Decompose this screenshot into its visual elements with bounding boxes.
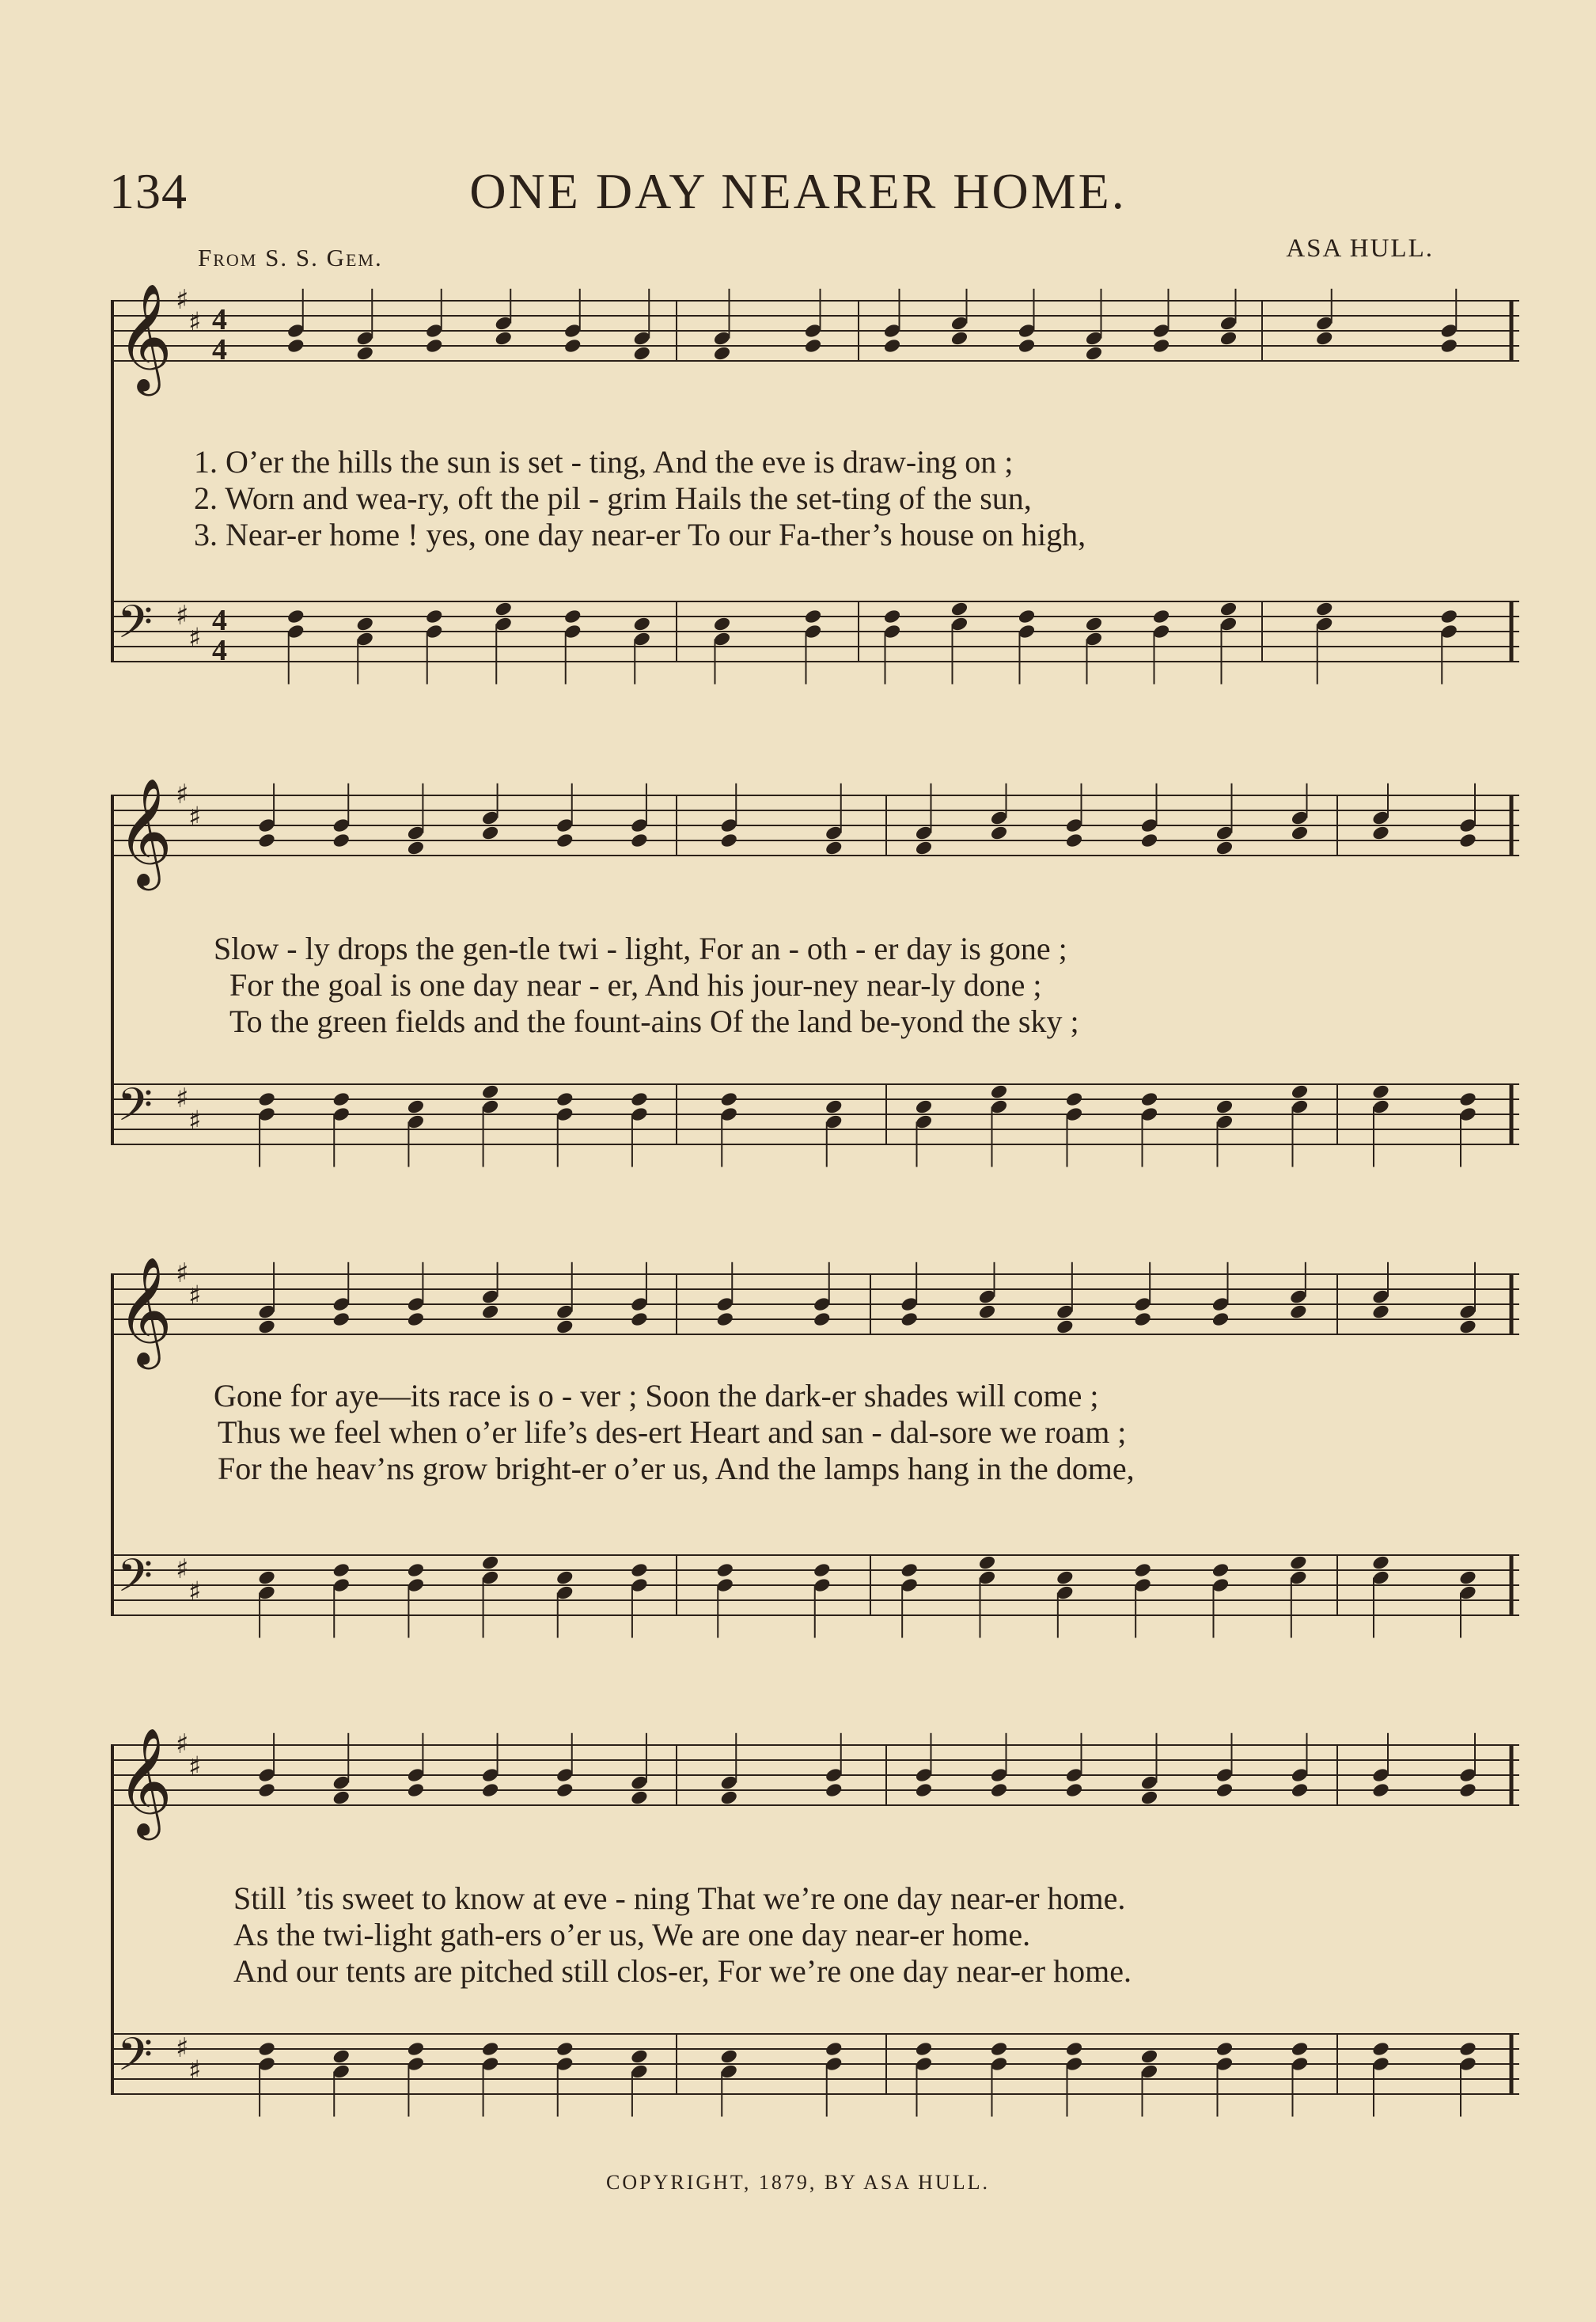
- sharp-icon: ♯: [176, 780, 189, 810]
- lyric-line: For the heav’ns grow bright-er o’er us, And the lamps hang in the dome,: [218, 1451, 1135, 1486]
- time-signature: 4: [212, 634, 227, 668]
- bass-clef-icon: 𝄢: [117, 1549, 154, 1614]
- notehead: [332, 1789, 351, 1806]
- notehead: [1289, 1303, 1308, 1320]
- notehead: [813, 1561, 832, 1578]
- notehead: [989, 1083, 1008, 1100]
- notehead: [1371, 1083, 1390, 1100]
- bass-clef-icon: 𝄢: [117, 595, 154, 660]
- notehead: [1458, 832, 1477, 848]
- notehead: [914, 1781, 933, 1798]
- notehead: [406, 2040, 425, 2057]
- sharp-icon: ♯: [188, 1280, 202, 1312]
- sharp-icon: ♯: [176, 600, 189, 632]
- notehead: [719, 1091, 738, 1107]
- notehead: [406, 1098, 425, 1115]
- notehead: [719, 2048, 738, 2065]
- notehead: [630, 832, 649, 848]
- notehead: [1084, 616, 1103, 632]
- bass-clef-icon: 𝄢: [117, 2028, 154, 2092]
- sharp-icon: ♯: [176, 1729, 189, 1760]
- notehead: [425, 337, 444, 354]
- notehead: [563, 608, 582, 624]
- bass-clef-icon: 𝄢: [117, 1078, 154, 1143]
- sharp-icon: ♯: [188, 801, 202, 833]
- notehead: [1084, 345, 1103, 362]
- notehead: [630, 1561, 649, 1578]
- lyric-line: Still ’tis sweet to know at eve - ning That we’re one day near-er home.: [233, 1880, 1126, 1916]
- notehead: [719, 1789, 738, 1806]
- notehead: [332, 832, 351, 848]
- notehead: [825, 2040, 843, 2057]
- notehead: [1064, 1781, 1083, 1798]
- treble-clef-icon: 𝄞: [117, 285, 172, 391]
- notehead: [1371, 1781, 1390, 1798]
- notehead: [977, 1554, 996, 1571]
- notehead: [406, 1561, 425, 1578]
- notehead: [989, 1781, 1008, 1798]
- notehead: [406, 840, 425, 856]
- notehead: [481, 1554, 500, 1571]
- notehead: [882, 608, 901, 624]
- time-signature: 4: [212, 303, 227, 337]
- notehead: [900, 1311, 919, 1327]
- notehead: [1219, 330, 1238, 347]
- hymn-title: ONE DAY NEARER HOME.: [469, 163, 1127, 219]
- page-number: 134: [109, 163, 188, 219]
- notehead: [882, 337, 901, 354]
- notehead: [715, 1311, 734, 1327]
- notehead: [1064, 832, 1083, 848]
- notehead: [1439, 608, 1458, 624]
- notehead: [1133, 1311, 1152, 1327]
- notehead: [914, 2040, 933, 2057]
- notehead: [1151, 608, 1170, 624]
- notehead: [825, 1098, 843, 1115]
- notehead: [355, 345, 374, 362]
- copyright-notice: COPYRIGHT, 1879, BY ASA HULL.: [606, 2171, 990, 2194]
- notehead: [1458, 1781, 1477, 1798]
- notehead: [632, 616, 651, 632]
- notehead: [1139, 2048, 1158, 2065]
- notehead: [1458, 1318, 1477, 1335]
- notehead: [332, 1311, 351, 1327]
- notehead: [914, 840, 933, 856]
- notehead: [286, 337, 305, 354]
- notehead: [1219, 601, 1238, 617]
- notehead: [481, 1781, 500, 1798]
- notehead: [257, 832, 276, 848]
- notehead: [989, 2040, 1008, 2057]
- sharp-icon: ♯: [176, 285, 189, 316]
- notehead: [481, 2040, 500, 2057]
- lyric-line: 1. O’er the hills the sun is set - ting, And the eve is draw-ing on ;: [194, 444, 1014, 480]
- notehead: [494, 601, 513, 617]
- notehead: [1211, 1561, 1230, 1578]
- notehead: [1315, 330, 1334, 347]
- notehead: [1371, 825, 1390, 841]
- notehead: [1458, 2040, 1477, 2057]
- sharp-icon: ♯: [188, 622, 202, 654]
- notehead: [1211, 1311, 1230, 1327]
- notehead: [803, 337, 822, 354]
- music-system-3: [111, 1258, 1519, 1670]
- notehead: [257, 1569, 276, 1586]
- notehead: [555, 832, 574, 848]
- notehead: [1064, 1091, 1083, 1107]
- notehead: [1151, 337, 1170, 354]
- notehead: [286, 608, 305, 624]
- notehead: [914, 1098, 933, 1115]
- sharp-icon: ♯: [188, 1105, 202, 1137]
- notehead: [1133, 1561, 1152, 1578]
- lyric-line: To the green fields and the fount-ains Of the land be-yond the sky ;: [229, 1004, 1079, 1039]
- notehead: [425, 608, 444, 624]
- lyric-line: Slow - ly drops the gen-tle twi - light, For an - oth - er day is gone ;: [214, 931, 1067, 966]
- treble-clef-icon: 𝄞: [117, 780, 172, 886]
- notehead: [555, 1569, 574, 1586]
- sharp-icon: ♯: [176, 1083, 189, 1114]
- time-signature: 4: [212, 604, 227, 638]
- notehead: [257, 1781, 276, 1798]
- notehead: [481, 825, 500, 841]
- notehead: [555, 2040, 574, 2057]
- notehead: [406, 1311, 425, 1327]
- lyric-line: 3. Near-er home ! yes, one day near-er To our Fa-ther’s house on high,: [194, 517, 1086, 552]
- notehead: [813, 1311, 832, 1327]
- notehead: [1290, 2040, 1309, 2057]
- notehead: [1290, 1781, 1309, 1798]
- notehead: [332, 1091, 351, 1107]
- notehead: [555, 1781, 574, 1798]
- sharp-icon: ♯: [188, 306, 202, 339]
- notehead: [630, 1091, 649, 1107]
- notehead: [257, 2040, 276, 2057]
- notehead: [712, 345, 731, 362]
- notehead: [257, 1091, 276, 1107]
- sharp-icon: ♯: [176, 1554, 189, 1585]
- notehead: [1290, 1083, 1309, 1100]
- notehead: [1458, 1569, 1477, 1586]
- notehead: [1315, 601, 1334, 617]
- notehead: [1017, 337, 1036, 354]
- sharp-icon: ♯: [176, 1258, 189, 1289]
- sharp-icon: ♯: [176, 2032, 189, 2064]
- notehead: [825, 840, 843, 856]
- notehead: [555, 1091, 574, 1107]
- lyric-line: And our tents are pitched still clos-er, For we’re one day near-er home.: [233, 1953, 1132, 1989]
- lyric-line: As the twi-light gath-ers o’er us, We are one day near-er home.: [233, 1917, 1031, 1952]
- notehead: [977, 1303, 996, 1320]
- notehead: [332, 2048, 351, 2065]
- notehead: [632, 345, 651, 362]
- source-credit: From S. S. Gem.: [198, 244, 383, 271]
- notehead: [1139, 1789, 1158, 1806]
- time-signature: 4: [212, 333, 227, 367]
- notehead: [481, 1303, 500, 1320]
- notehead: [989, 825, 1008, 841]
- notehead: [555, 1318, 574, 1335]
- notehead: [481, 1083, 500, 1100]
- notehead: [1215, 1098, 1234, 1115]
- sharp-icon: ♯: [188, 1751, 202, 1783]
- notehead: [1215, 1781, 1234, 1798]
- notehead: [1290, 825, 1309, 841]
- music-system-2: [111, 780, 1519, 1191]
- notehead: [712, 616, 731, 632]
- notehead: [1139, 832, 1158, 848]
- notehead: [950, 330, 969, 347]
- lyric-line: For the goal is one day near - er, And his jour-ney near-ly done ;: [229, 967, 1042, 1003]
- notehead: [630, 1311, 649, 1327]
- notehead: [406, 1781, 425, 1798]
- notehead: [1371, 1303, 1390, 1320]
- notehead: [1139, 1091, 1158, 1107]
- notehead: [715, 1561, 734, 1578]
- treble-clef-icon: 𝄞: [117, 1729, 172, 1835]
- notehead: [1439, 337, 1458, 354]
- notehead: [1371, 2040, 1390, 2057]
- composer-credit: ASA HULL.: [1286, 234, 1434, 263]
- lyric-line: Thus we feel when o’er life’s des-ert Heart and san - dal-sore we roam ;: [218, 1414, 1127, 1450]
- treble-clef-icon: 𝄞: [117, 1258, 172, 1364]
- sharp-icon: ♯: [188, 2055, 202, 2087]
- notehead: [332, 1561, 351, 1578]
- notehead: [1056, 1569, 1075, 1586]
- notehead: [494, 330, 513, 347]
- music-system-1: [111, 285, 1519, 696]
- notehead: [950, 601, 969, 617]
- notehead: [1056, 1318, 1075, 1335]
- notehead: [1289, 1554, 1308, 1571]
- notehead: [1017, 608, 1036, 624]
- notehead: [803, 608, 822, 624]
- notehead: [1458, 1091, 1477, 1107]
- notehead: [1215, 2040, 1234, 2057]
- notehead: [825, 1781, 843, 1798]
- notehead: [719, 832, 738, 848]
- lyric-line: Gone for aye—its race is o - ver ; Soon the dark-er shades will come ;: [214, 1378, 1099, 1413]
- lyric-line: 2. Worn and wea-ry, oft the pil - grim Hails the set-ting of the sun,: [194, 480, 1032, 516]
- notehead: [563, 337, 582, 354]
- notehead: [1371, 1554, 1390, 1571]
- notehead: [1215, 840, 1234, 856]
- notehead: [900, 1561, 919, 1578]
- notehead: [257, 1318, 276, 1335]
- notehead: [630, 2048, 649, 2065]
- sharp-icon: ♯: [188, 1576, 202, 1608]
- notehead: [630, 1789, 649, 1806]
- notehead: [355, 616, 374, 632]
- notehead: [1064, 2040, 1083, 2057]
- music-system-4: [111, 1729, 1519, 2141]
